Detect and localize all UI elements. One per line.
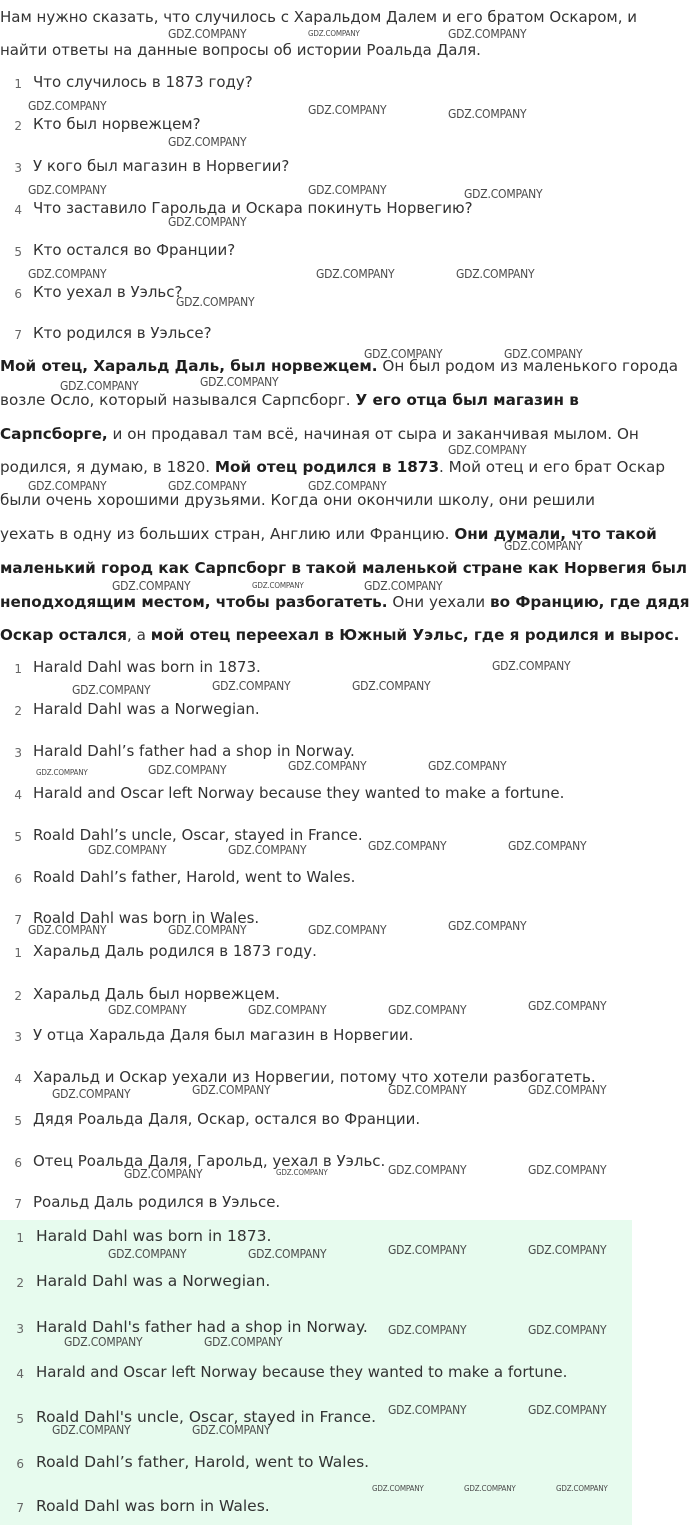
- story-bold: неподходящим местом, чтобы разбогатеть.: [0, 593, 388, 611]
- question-text: Что заставило Гарольда и Оскара покинуть Норвегию?: [33, 199, 473, 217]
- answer-number: 1: [14, 946, 22, 960]
- watermark: GDZ.COMPANY: [364, 579, 443, 593]
- watermark: GDZ.COMPANY: [388, 1163, 467, 1177]
- watermark: GDZ.COMPANY: [508, 839, 587, 853]
- answer-number: 3: [16, 1322, 24, 1336]
- answer-number: 4: [14, 1072, 22, 1086]
- watermark: GDZ.COMPANY: [352, 679, 431, 693]
- answer-text: Harald Dahl was a Norwegian.: [36, 1272, 271, 1290]
- watermark: GDZ.COMPANY: [528, 1243, 607, 1257]
- story-line-2: [0, 391, 579, 409]
- story-line-4: [0, 458, 665, 476]
- final-answers-panel: [0, 1220, 632, 1525]
- answer-number: 6: [14, 872, 22, 886]
- watermark: GDZ.COMPANY: [252, 581, 304, 590]
- watermark: GDZ.COMPANY: [528, 1163, 607, 1177]
- answer-number: 2: [14, 704, 22, 718]
- watermark: GDZ.COMPANY: [528, 999, 607, 1013]
- watermark: GDZ.COMPANY: [176, 295, 255, 309]
- answer-text: Дядя Роальда Даля, Оскар, остался во Франции.: [33, 1110, 421, 1128]
- answer-number: 2: [16, 1276, 24, 1290]
- story-text: Они уехали: [387, 593, 490, 611]
- question-text: Кто был норвежцем?: [33, 115, 201, 133]
- watermark: GDZ.COMPANY: [36, 768, 88, 777]
- story-text: Он был родом из маленького города: [377, 357, 679, 375]
- story-line-8: [0, 593, 690, 611]
- question-text: Кто остался во Франции?: [33, 241, 236, 259]
- answer-text: Harald and Oscar left Norway because they wanted to make a fortune.: [33, 784, 565, 802]
- watermark: GDZ.COMPANY: [448, 107, 527, 121]
- story-bold: Сарпсборге,: [0, 425, 108, 443]
- watermark: GDZ.COMPANY: [228, 843, 307, 857]
- story-bold: Оскар остался: [0, 626, 127, 644]
- question-number: 5: [14, 245, 22, 259]
- story-bold: Мой отец, Харальд Даль, был норвежцем.: [0, 357, 378, 375]
- story-text: были очень хорошими друзьями. Когда они окончили школу, они решили: [0, 491, 595, 509]
- question-text: У кого был магазин в Норвегии?: [33, 157, 290, 175]
- answer-number: 5: [14, 830, 22, 844]
- answer-text: Harald Dahl’s father had a shop in Norway.: [33, 742, 355, 760]
- watermark: GDZ.COMPANY: [88, 843, 167, 857]
- story-text: уехать в одну из больших стран, Англию или Францию.: [0, 525, 455, 543]
- watermark: GDZ.COMPANY: [168, 923, 247, 937]
- question-text: Что случилось в 1873 году?: [33, 73, 253, 91]
- question-number: 3: [14, 161, 22, 175]
- answer-text: У отца Харальда Даля был магазин в Норвегии.: [33, 1026, 414, 1044]
- answer-text: Харальд Даль был норвежцем.: [33, 985, 280, 1003]
- watermark: GDZ.COMPANY: [148, 763, 227, 777]
- answer-text: Harald Dahl's father had a shop in Norway.: [36, 1318, 368, 1336]
- story-text: , а: [127, 626, 151, 644]
- question-number: 4: [14, 203, 22, 217]
- story-line-9: [0, 626, 679, 644]
- watermark: GDZ.COMPANY: [464, 187, 543, 201]
- watermark: GDZ.COMPANY: [276, 1168, 328, 1177]
- answer-text: Harald Dahl was born in 1873.: [36, 1227, 272, 1245]
- watermark: GDZ.COMPANY: [388, 1003, 467, 1017]
- story-line-5: [0, 491, 595, 509]
- watermark: GDZ.COMPANY: [72, 683, 151, 697]
- watermark: GDZ.COMPANY: [504, 539, 583, 553]
- answer-number: 1: [16, 1231, 24, 1245]
- answer-number: 7: [14, 913, 22, 927]
- story-text: родился, я думаю, в 1820.: [0, 458, 215, 476]
- watermark: GDZ.COMPANY: [200, 375, 279, 389]
- watermark: GDZ.COMPANY: [464, 1484, 516, 1493]
- answer-number: 4: [16, 1367, 24, 1381]
- answer-text: Roald Dahl’s father, Harold, went to Wales.: [36, 1453, 370, 1471]
- answer-text: Харальд Даль родился в 1873 году.: [33, 942, 317, 960]
- watermark: GDZ.COMPANY: [308, 183, 387, 197]
- story-bold: во Францию, где дядя: [489, 593, 690, 611]
- story-line-3: [0, 425, 639, 443]
- watermark: GDZ.COMPANY: [308, 103, 387, 117]
- watermark: GDZ.COMPANY: [456, 267, 535, 281]
- answer-number: 7: [16, 1501, 24, 1515]
- story-bold: мой отец переехал в Южный Уэльс, где я родился и вырос.: [150, 626, 680, 644]
- answer-text: Роальд Даль родился в Уэльсе.: [33, 1193, 281, 1211]
- watermark: GDZ.COMPANY: [372, 1484, 424, 1493]
- answer-number: 6: [14, 1156, 22, 1170]
- answer-text: Harald and Oscar left Norway because they wanted to make a fortune.: [36, 1363, 568, 1381]
- watermark: GDZ.COMPANY: [388, 1403, 467, 1417]
- answer-text: Roald Dahl’s uncle, Oscar, stayed in France.: [33, 826, 363, 844]
- answer-text: Харальд и Оскар уехали из Норвегии, потому что хотели разбогатеть.: [33, 1068, 596, 1086]
- question-number: 6: [14, 287, 22, 301]
- answer-number: 7: [14, 1197, 22, 1211]
- watermark: GDZ.COMPANY: [528, 1323, 607, 1337]
- answer-text: Отец Роальда Даля, Гарольд, уехал в Уэльс.: [33, 1152, 386, 1170]
- answer-number: 5: [14, 1114, 22, 1128]
- answer-number: 3: [14, 746, 22, 760]
- watermark: GDZ.COMPANY: [168, 135, 247, 149]
- answer-number: 5: [16, 1412, 24, 1426]
- watermark: GDZ.COMPANY: [248, 1247, 327, 1261]
- watermark: GDZ.COMPANY: [28, 267, 107, 281]
- question-text: Кто уехал в Уэльс?: [33, 283, 183, 301]
- intro-line-2: найти ответы на данные вопросы об истории Роальда Даля.: [0, 41, 481, 59]
- watermark: GDZ.COMPANY: [388, 1243, 467, 1257]
- story-bold: Мой отец родился в 1873: [214, 458, 440, 476]
- watermark: GDZ.COMPANY: [368, 839, 447, 853]
- watermark: GDZ.COMPANY: [428, 759, 507, 773]
- watermark: GDZ.COMPANY: [448, 443, 527, 457]
- answer-number: 6: [16, 1457, 24, 1471]
- watermark: GDZ.COMPANY: [448, 919, 527, 933]
- watermark: GDZ.COMPANY: [124, 1167, 203, 1181]
- question-number: 2: [14, 119, 22, 133]
- story-bold: маленький город как Сарпсборг в такой маленькой стране как Норвегия был: [0, 559, 687, 577]
- watermark: GDZ.COMPANY: [112, 579, 191, 593]
- story-bold: Они думали, что такой: [454, 525, 657, 543]
- watermark: GDZ.COMPANY: [448, 27, 527, 41]
- watermark: GDZ.COMPANY: [108, 1003, 187, 1017]
- watermark: GDZ.COMPANY: [52, 1423, 131, 1437]
- watermark: GDZ.COMPANY: [364, 347, 443, 361]
- answer-number: 3: [14, 1030, 22, 1044]
- story-bold: У его отца был магазин в: [355, 391, 579, 409]
- answer-text: Roald Dahl was born in Wales.: [33, 909, 260, 927]
- story-text: . Мой отец и его брат Оскар: [439, 458, 665, 476]
- watermark: GDZ.COMPANY: [28, 479, 107, 493]
- watermark: GDZ.COMPANY: [288, 759, 367, 773]
- story-text: возле Осло, который назывался Сарпсборг.: [0, 391, 356, 409]
- question-text: Кто родился в Уэльсе?: [33, 324, 212, 342]
- watermark: GDZ.COMPANY: [168, 479, 247, 493]
- watermark: GDZ.COMPANY: [168, 27, 247, 41]
- watermark: GDZ.COMPANY: [168, 215, 247, 229]
- watermark: GDZ.COMPANY: [308, 29, 360, 38]
- intro-line-1: Нам нужно сказать, что случилось с Харальдом Далем и его братом Оскаром, и: [0, 8, 637, 26]
- answer-text: Harald Dahl was born in 1873.: [33, 658, 261, 676]
- watermark: GDZ.COMPANY: [28, 183, 107, 197]
- watermark: GDZ.COMPANY: [316, 267, 395, 281]
- watermark: GDZ.COMPANY: [60, 379, 139, 393]
- watermark: GDZ.COMPANY: [108, 1247, 187, 1261]
- answer-number: 2: [14, 989, 22, 1003]
- watermark: GDZ.COMPANY: [212, 679, 291, 693]
- question-number: 1: [14, 77, 22, 91]
- story-line-7: [0, 559, 687, 577]
- watermark: GDZ.COMPANY: [308, 479, 387, 493]
- watermark: GDZ.COMPANY: [28, 99, 107, 113]
- answer-text: Roald Dahl was born in Wales.: [36, 1497, 270, 1515]
- answer-text: Harald Dahl was a Norwegian.: [33, 700, 260, 718]
- watermark: GDZ.COMPANY: [248, 1003, 327, 1017]
- watermark: GDZ.COMPANY: [28, 923, 107, 937]
- watermark: GDZ.COMPANY: [64, 1335, 143, 1349]
- answer-number: 4: [14, 788, 22, 802]
- watermark: GDZ.COMPANY: [528, 1403, 607, 1417]
- watermark: GDZ.COMPANY: [388, 1083, 467, 1097]
- watermark: GDZ.COMPANY: [556, 1484, 608, 1493]
- watermark: GDZ.COMPANY: [204, 1335, 283, 1349]
- watermark: GDZ.COMPANY: [308, 923, 387, 937]
- question-number: 7: [14, 328, 22, 342]
- answer-number: 1: [14, 662, 22, 676]
- watermark: GDZ.COMPANY: [192, 1083, 271, 1097]
- watermark: GDZ.COMPANY: [492, 659, 571, 673]
- watermark: GDZ.COMPANY: [52, 1087, 131, 1101]
- watermark: GDZ.COMPANY: [192, 1423, 271, 1437]
- watermark: GDZ.COMPANY: [388, 1323, 467, 1337]
- watermark: GDZ.COMPANY: [528, 1083, 607, 1097]
- story-text: и он продавал там всё, начиная от сыра и заканчивая мылом. Он: [107, 425, 639, 443]
- answer-text: Roald Dahl's uncle, Oscar, stayed in France.: [36, 1408, 376, 1426]
- answer-text: Roald Dahl’s father, Harold, went to Wales.: [33, 868, 356, 886]
- watermark: GDZ.COMPANY: [504, 347, 583, 361]
